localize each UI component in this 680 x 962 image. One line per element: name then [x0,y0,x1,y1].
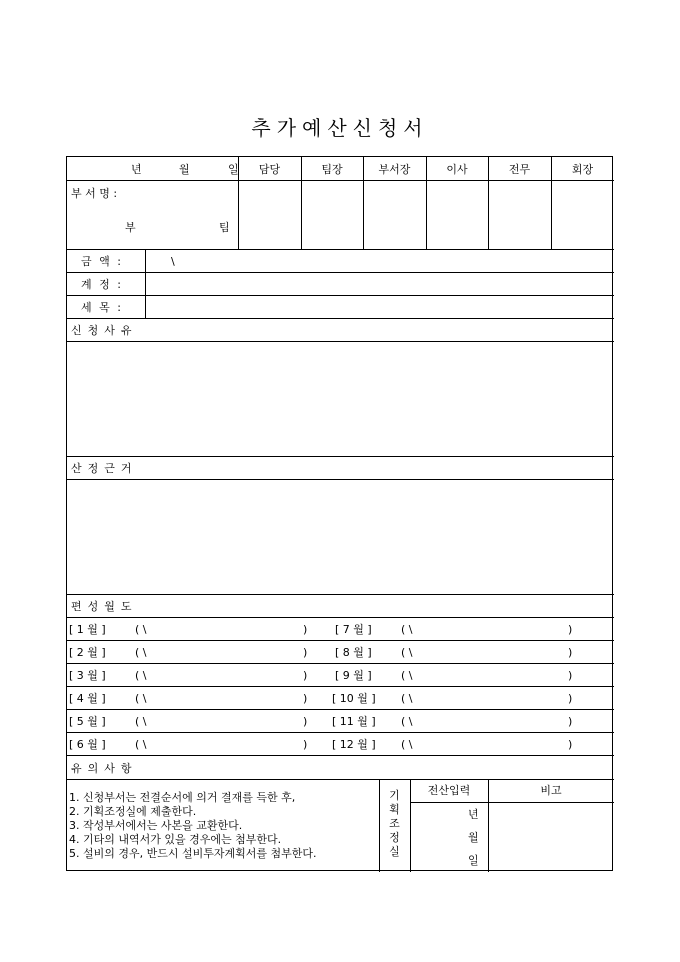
rule [67,779,614,780]
rule [145,249,146,318]
amount-value: \ [171,255,175,268]
month-amount-close: ) [568,646,573,659]
planning-year: 년 [468,808,479,821]
month-amount-close: ) [568,738,573,751]
rule [67,709,614,710]
rule [67,663,614,664]
month-label: [ 5 월 ] [69,715,106,728]
planning-dept-char: 기 [389,789,400,802]
month-amount-open: ( \ [401,669,413,682]
month-amount-open: ( \ [401,715,413,728]
rule [67,272,614,273]
month-amount-open: ( \ [135,646,147,659]
planning-day: 일 [468,854,479,867]
month-amount-open: ( \ [135,715,147,728]
document-title: 추가예산신청서 [251,116,429,140]
role-label: 팀장 [321,163,343,176]
month-amount-open: ( \ [135,692,147,705]
month-label: [ 6 월 ] [69,738,106,751]
role-label: 담당 [258,163,281,176]
month-amount-open: ( \ [401,738,413,751]
month-label: [ 7 월 ] [335,623,372,636]
month-amount-close: ) [568,623,573,636]
month-amount-close: ) [303,692,308,705]
month-amount-close: ) [303,669,308,682]
month-label: [ 10 월 ] [332,692,376,705]
planning-month: 월 [468,831,479,844]
rule [67,755,614,756]
notes-header: 유의사항 [71,762,138,775]
planning-dept-char: 조 [389,817,400,830]
month-amount-close: ) [303,715,308,728]
date-day: 일 [228,163,239,176]
month-amount-close: ) [303,738,308,751]
dept-name-label: 부 서 명 : [71,187,118,200]
note-item: 5. 설비의 경우, 반드시 설비투자계획서를 첨부한다. [69,847,317,860]
dept-suffix: 부 [125,221,136,234]
rule [67,318,614,319]
month-plan-header: 편성월도 [71,600,138,613]
role-label: 전무 [508,163,531,176]
note-item: 2. 기획조정실에 제출한다. [69,805,197,818]
rule [67,479,614,480]
month-label: [ 1 월 ] [69,623,106,636]
detail-label: 세 목 : [81,301,123,314]
planning-dept-char: 정 [389,831,400,844]
rule [410,802,614,803]
team-suffix: 팀 [219,221,230,234]
remark-header: 비고 [540,784,562,797]
rule [67,295,614,296]
month-amount-close: ) [568,669,573,682]
rule [67,341,614,342]
role-label: 이사 [446,163,468,176]
note-item: 3. 작성부서에서는 사본을 교환한다. [69,819,243,832]
form-frame [66,156,613,871]
month-label: [ 12 월 ] [332,738,376,751]
amount-label: 금 액 : [81,255,123,268]
month-label: [ 3 월 ] [69,669,106,682]
month-amount-open: ( \ [135,623,147,636]
rule [67,249,614,250]
account-label: 계 정 : [81,278,123,291]
month-amount-open: ( \ [401,692,413,705]
month-amount-open: ( \ [135,669,147,682]
rule [67,617,614,618]
rule [67,456,614,457]
month-label: [ 11 월 ] [332,715,376,728]
computer-input-header: 전산입력 [427,784,471,797]
month-amount-close: ) [568,692,573,705]
date-month: 월 [179,163,190,176]
date-year: 년 [131,163,142,176]
month-label: [ 8 월 ] [335,646,372,659]
month-amount-close: ) [568,715,573,728]
basis-header: 산정근거 [71,462,138,475]
month-amount-close: ) [303,623,308,636]
rule [67,180,614,181]
month-amount-close: ) [303,646,308,659]
note-item: 1. 신청부서는 전결순서에 의거 결재를 득한 후, [69,791,296,804]
rule [67,640,614,641]
month-amount-open: ( \ [401,623,413,636]
role-label: 회장 [571,163,594,176]
month-label: [ 4 월 ] [69,692,106,705]
month-amount-open: ( \ [135,738,147,751]
month-amount-open: ( \ [401,646,413,659]
month-label: [ 9 월 ] [335,669,372,682]
month-label: [ 2 월 ] [69,646,106,659]
role-label: 부서장 [378,163,411,176]
reason-header: 신청사유 [71,324,138,337]
rule [67,686,614,687]
planning-dept-char: 실 [389,845,400,858]
planning-dept-char: 획 [389,803,400,816]
rule [67,594,614,595]
rule [67,732,614,733]
note-item: 4. 기타의 내역서가 있을 경우에는 첨부한다. [69,833,282,846]
